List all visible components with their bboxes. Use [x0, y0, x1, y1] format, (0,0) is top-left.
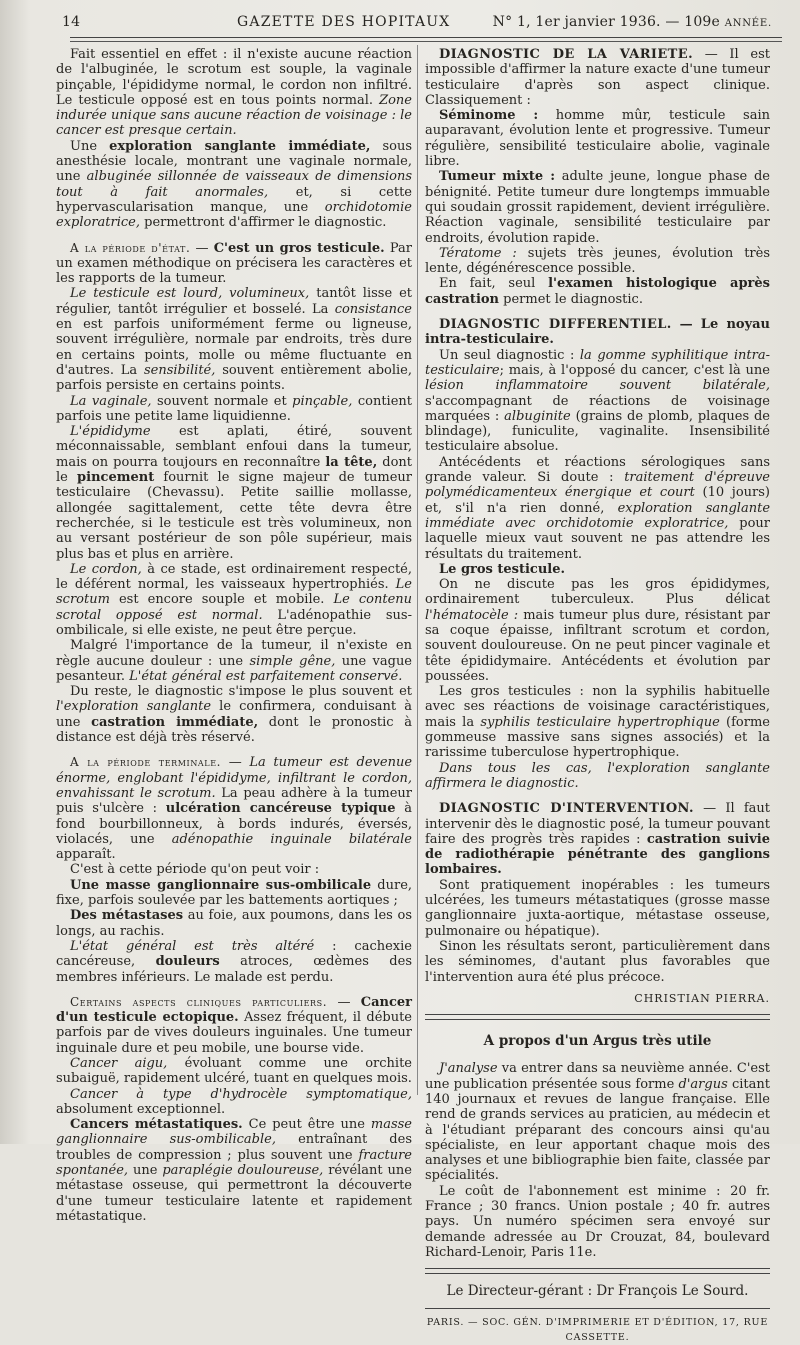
- paragraph: [56, 1087, 412, 1118]
- text: On ne discute pas les gros épididymes, ordinairement tuberculeux. Plus délicat: [425, 577, 770, 608]
- section-period-state: A la période d'état. — C'est un gros testicule. Par un examen méthodique on précisera les caractères et les rapports de la tumeur.: [56, 240, 413, 287]
- text: (forme gommeuse massive sans signes associés) et la rarissime tuberculose hypertrophique.: [425, 714, 770, 761]
- text: Un seul diagnostic :: [439, 347, 575, 363]
- italic-text: J'analyse: [439, 1061, 498, 1077]
- text: pour laquelle mieux vaut souvent ne pas attendre les résultats du traitement.: [425, 515, 770, 562]
- text: est aplati, étiré, souvent méconnaissable, semblant enfoui dans la tumeur, mais on pourra toujours en reconnaître: [56, 424, 412, 470]
- paragraph: [56, 424, 412, 562]
- section-clinical-aspects: Certains aspects cliniques particuliers. — Cancer d'un testicule ectopique. Assez fréquent, il débute parfois par de vives douleurs inguinales. Une tumeur inguinale dure et peu mobile, une bourse vide.: [56, 994, 412, 1056]
- text: Ce peut être une: [248, 1117, 365, 1133]
- text: Assez fréquent, il débute parfois par de vives douleurs inguinales. Une tumeur inguinale dure et peu mobile, une bourse vide.: [56, 1010, 412, 1056]
- paragraph: [56, 908, 412, 939]
- text: Du reste, le diagnostic s'impose le plus souvent et: [70, 684, 412, 700]
- text: tantôt lisse et régulier, tantôt irrégulier et bosselé. La: [56, 286, 412, 317]
- italic-text: sensibilité,: [143, 362, 216, 378]
- text: entraînant des troubles de compression ; plus souvent une: [56, 1132, 412, 1163]
- bold-text: castration immédiate,: [91, 714, 259, 730]
- paragraph: [425, 348, 770, 455]
- text: adulte jeune, longue phase de bénignité. Petite tumeur dure longtemps immuable qui soudain grossit rapidement, devient irrégulière. Réaction vaginale, sensibilité testiculaire par endroits, évolution rapide.: [425, 169, 770, 246]
- text: en est parfois uniformément ferme ou ligneuse, souvent irrégulière, normale par endroits, très dure en certains points, molle ou même fluctuante en d'autres. La: [56, 317, 412, 378]
- right-column: [425, 47, 770, 1345]
- section-diagnostic-variety: [425, 47, 770, 108]
- text: citant 140 journaux et revues de langue française. Elle rend de grands services au praticien, au médecin et à l'étudiant préparant des concours ainsi qu'au spécialiste, en leur apportant chaque mois des analyses et une bibliographie bien faite, classée par spécialités.: [425, 1076, 770, 1184]
- text: à ce stade, est ordinairement respecté, le déférent normal, les vaisseaux hypertrophiés.: [56, 561, 412, 593]
- paragraph: [56, 1056, 412, 1087]
- section-intervention: [425, 801, 770, 877]
- text: ; mais, à l'opposé du cancer, c'est là une: [499, 362, 770, 378]
- section-differential-diagnosis: [425, 317, 770, 348]
- italic-text: Le scrotum: [56, 577, 412, 608]
- header-rule-thin: [70, 41, 782, 42]
- italic-text: l'hématocèle :: [425, 607, 519, 623]
- italic-text: pinçable,: [292, 393, 353, 409]
- text: révélant une métastase osseuse, qui permettront la découverte d'une tumeur testiculaire latente et rapidement métastatique.: [56, 1163, 412, 1224]
- section-title: Certains aspects cliniques particuliers.: [70, 994, 328, 1009]
- paragraph: [56, 47, 412, 139]
- paragraph: [56, 286, 412, 393]
- paragraph: [425, 684, 770, 760]
- italic-text: L'épididyme: [70, 424, 151, 440]
- bold-text: pincement: [77, 470, 155, 486]
- paragraph: Le coût de l'abonnement est minime : 20 fr. France ; 30 francs. Union postale ; 40 fr. autres pays. Un numéro spécimen sera envoyé sur demande adressée au Dr Crouzat, 84, boulevard Richard-Lenoir, Paris 11e.: [425, 1183, 770, 1260]
- paragraph: Sont pratiquement inopérables : les tumeurs ulcérées, les tumeurs métastatiques (grosse masse ganglionnaire juxta-aortique, métastase osseuse, pulmonaire ou hépatique).: [425, 877, 770, 939]
- text: une: [132, 1163, 158, 1179]
- text: Malgré l'importance de la tumeur, il n'existe en règle aucune douleur : une: [56, 638, 412, 669]
- italic-text: traitement d'épreuve polymédicamenteux énergique et court: [425, 470, 770, 501]
- italic-text: syphilis testiculaire hypertrophique: [480, 714, 720, 730]
- text: évoluant comme une orchite subaiguë, rapidement ulcéré, tuant en quelques mois.: [56, 1056, 412, 1087]
- paragraph: [425, 577, 770, 684]
- italic-text: Le cordon,: [70, 561, 142, 577]
- director-line: Le Directeur-gérant : Dr François Le Sourd.: [446, 1283, 749, 1300]
- text: En fait, seul: [439, 276, 536, 292]
- section-title: DIAGNOSTIC DE LA VARIETE.: [439, 47, 693, 62]
- paragraph: [56, 638, 412, 684]
- italic-text: Tératome :: [439, 245, 517, 261]
- text: mais tumeur plus dure, résistant par sa coque épaisse, infiltrant scrotum et cordon, souvent douloureuse. On ne peut pincer vaginale et tête épididymaire. Antécédents et évolution par poussées.: [425, 607, 771, 684]
- text: permet le diagnostic.: [503, 291, 643, 307]
- text: et, si cette hypervascularisation manque, une: [56, 184, 412, 215]
- text: le confirmera, conduisant à une: [56, 699, 412, 730]
- bold-text: Cancers métastatiques.: [70, 1117, 243, 1133]
- text: Antécédents et réactions sérologiques sans grande valeur. Si doute :: [425, 454, 770, 486]
- text: sujets très jeunes, évolution très lente, dégénérescence possible.: [425, 245, 770, 277]
- text: (10 jours) et, s'il n'a rien donné,: [425, 485, 770, 516]
- italic-text: Le testicule est lourd, volumineux,: [70, 286, 310, 302]
- paragraph: Sinon les résultats seront, particulièrement dans les séminomes, d'autant plus favorables que l'intervention aura été plus précoce.: [425, 938, 770, 985]
- section-subtitle: Cancer d'un testicule ectopique.: [56, 994, 412, 1026]
- issue-info: [493, 14, 772, 30]
- bold-text: castration suivie de radiothérapie pénétrante des ganglions lombaires.: [425, 831, 770, 878]
- paragraph: [56, 939, 412, 985]
- journal-title: GAZETTE DES HOPITAUX: [237, 14, 451, 30]
- text: est encore souple et mobile.: [118, 592, 325, 608]
- italic-text: Cancer aigu,: [70, 1056, 168, 1071]
- italic-text: l'exploration sanglante: [56, 699, 212, 715]
- paragraph: [56, 684, 412, 745]
- text: permettront d'affirmer le diagnostic.: [144, 215, 387, 231]
- italic-text: La vaginale,: [70, 393, 152, 409]
- text: (grains de plomb, plaques de blindage), funiculite, vaginalite. Insensibilité testiculaire absolue.: [425, 408, 771, 455]
- text: Les gros testicules : non la syphilis habituelle avec ses réactions de voisinage caractéristiques, mais la: [425, 684, 770, 730]
- section-title: A la période terminale.: [70, 755, 222, 770]
- text: La peau adhère à la tumeur puis s'ulcère :: [56, 785, 413, 817]
- paragraph: [425, 169, 770, 245]
- italic-text: Zone indurée unique sans aucune réaction de voisinage : le cancer est presque certain.: [56, 92, 412, 139]
- bold-text: Tumeur mixte :: [439, 169, 555, 185]
- bold-text: exploration sanglante immédiate,: [109, 138, 371, 154]
- italic-text: La tumeur est devenue énorme, englobant l'épididyme, infiltrant le cordon, envahissant le scrotum.: [56, 755, 413, 801]
- italic-text: lésion inflammatoire souvent bilatérale,: [425, 378, 770, 394]
- footer-rule: [425, 1268, 770, 1274]
- text: dure, fixe, parfois soulevée par les battements aortiques ;: [56, 877, 413, 909]
- text: apparaît.: [56, 847, 116, 863]
- italic-text: d'argus: [678, 1076, 728, 1092]
- text: — Il faut intervenir dès le diagnostic posé, la tumeur pouvant faire des progrès très rapides :: [425, 801, 771, 847]
- paragraph: [56, 1117, 412, 1224]
- text: homme mûr, testicule sain auparavant, évolution lente et progressive. Tumeur régulière, sensibilité testiculaire abolie, vaginale libre.: [425, 108, 770, 170]
- paragraph: [425, 276, 770, 307]
- printer-line: PARIS. — SOC. GÉN. D'IMPRIMERIE ET D'ÉDITION, 17, RUE CASSETTE.: [426, 1316, 769, 1343]
- text: absolument exceptionnel.: [56, 1101, 226, 1117]
- argus-title: A propos d'un Argus très utile: [483, 1033, 712, 1050]
- text: atroces, œdèmes des membres inférieurs. Le malade est perdu.: [56, 954, 412, 985]
- section-rule: [425, 1014, 770, 1020]
- italic-text: Cancer à type d'hydrocèle symptomatique,: [70, 1086, 412, 1102]
- italic-text: Dans tous les cas, l'exploration sanglante affirmera le diagnostic.: [425, 760, 770, 791]
- left-column: [56, 47, 412, 1224]
- text: souvent entièrement abolie, parfois persiste en certains points.: [56, 362, 412, 394]
- italic-text: exploration sanglante immédiate avec orchidotomie exploratrice,: [425, 500, 771, 531]
- bold-text: Une masse ganglionnaire sus-ombilicale: [70, 877, 372, 893]
- header-rule: [70, 37, 782, 38]
- section-period-terminal: A la période terminale. — La tumeur est devenue énorme, englobant l'épididyme, infiltrant le cordon, envahissant le scrotum. La peau adhère à la tumeur puis s'ulcère : ulcération cancéreuse typique à fond bourbillonneux, à bords indurés, éversés, violacés, une adénopathie inguinale bilatérale apparaît.: [56, 755, 413, 863]
- italic-text: orchidotomie exploratrice,: [56, 199, 412, 231]
- italic-text: albuginite: [504, 408, 571, 424]
- bold-text: la tête,: [325, 454, 378, 470]
- section-subtitle: C'est un gros testicule.: [213, 240, 385, 256]
- text: dont le pronostic à distance est déjà très réservé.: [56, 714, 412, 746]
- paragraph: [425, 108, 770, 169]
- text: au foie, aux poumons, dans les os longs, au rachis.: [56, 908, 412, 939]
- paragraph: [425, 761, 770, 792]
- text: fournit le signe majeur de tumeur testiculaire (Chevassu). Petite saillie mollasse, allongée sagittalement, cette tête devra être recherchée, si le testicule est très volumineux, non au versant postérieur de son pôle supérieur, mais plus bas et plus en arrière.: [56, 470, 412, 562]
- paragraph: [425, 246, 770, 277]
- italic-text: L'état général est parfaitement conservé.: [129, 668, 403, 684]
- bold-text: ulcération cancéreuse typique: [165, 801, 396, 817]
- bold-text: douleurs: [155, 954, 220, 970]
- bold-text: Séminome :: [439, 108, 539, 124]
- issue-year-label: ANNÉE.: [724, 18, 772, 29]
- issue-date: N° 1, 1er janvier 1936. — 109e: [492, 14, 721, 30]
- italic-text: consistance: [334, 301, 412, 317]
- section-subtitle: — Le noyau intra-testiculaire.: [425, 317, 771, 348]
- paragraph: C'est à cette période qu'on peut voir :: [70, 862, 320, 878]
- text: Une: [70, 138, 98, 154]
- text: souvent normale et: [157, 393, 287, 409]
- paragraph: [56, 139, 412, 231]
- page-header: [62, 14, 786, 36]
- text: à fond bourbillonneux, à bords indurés, éversés, violacés, une: [56, 801, 412, 847]
- author-signature: CHRISTIAN PIERRA.: [634, 991, 770, 1005]
- column-divider: [417, 45, 418, 1095]
- text: L'adénopathie sus-ombilicale, si elle existe, ne peut être perçue.: [56, 607, 412, 638]
- text: sous anesthésie locale, montrant une vaginale normale, une: [56, 138, 412, 185]
- bold-text: Le gros testicule.: [439, 561, 566, 577]
- paragraph: [56, 562, 412, 638]
- text: va entrer dans sa neuvième année. C'est une publication présentée sous forme: [425, 1061, 770, 1092]
- section-title: DIAGNOSTIC DIFFERENTIEL.: [439, 317, 672, 333]
- text: dont le: [56, 454, 412, 486]
- italic-text: adénopathie inguinale bilatérale: [171, 831, 412, 847]
- text: contient parfois une petite lame liquidienne.: [56, 393, 412, 424]
- paragraph: [56, 878, 412, 909]
- italic-text: masse ganglionnaire sus-ombilicable,: [56, 1117, 412, 1148]
- paragraph: [56, 394, 412, 425]
- paragraph: [425, 455, 770, 562]
- text: s'accompagnant de réactions de voisinage marquées :: [425, 393, 770, 424]
- italic-text: L'état général est très altéré: [70, 938, 315, 954]
- bold-text: l'examen histologique après castration: [425, 276, 770, 307]
- text: : cachexie cancéreuse,: [56, 938, 412, 970]
- text: Par un examen méthodique on précisera les caractères et les rapports de la tumeur.: [56, 240, 413, 287]
- italic-text: simple gêne,: [249, 653, 336, 669]
- subsection-title: [425, 562, 770, 577]
- page-number: 14: [62, 14, 81, 30]
- italic-text: Le contenu scrotal opposé est normal.: [56, 592, 413, 623]
- section-title: A la période d'état.: [70, 240, 191, 255]
- text: une vague pesanteur.: [56, 653, 413, 684]
- italic-text: la gomme syphilitique intra-testiculaire: [425, 347, 770, 378]
- paragraph: [425, 1061, 770, 1183]
- section-title: DIAGNOSTIC D'INTERVENTION.: [439, 801, 694, 817]
- italic-text: fracture spontanée,: [56, 1147, 412, 1179]
- text: — Il est impossible d'affirmer la nature exacte d'une tumeur testiculaire d'après son aspect clinique. Classiquement :: [425, 47, 770, 108]
- bold-text: Des métastases: [70, 908, 184, 924]
- italic-text: albuginée sillonnée de vaisseaux de dimensions tout à fait anormales,: [56, 169, 413, 200]
- italic-text: paraplégie douloureuse,: [162, 1163, 324, 1179]
- printer-rule: [425, 1308, 770, 1309]
- text: Fait essentiel en effet : il n'existe aucune réaction de l'albuginée, le scrotum est souple, la vaginale pinçable, l'épididyme normal, le cordon non infiltré. Le testicule opposé est en tous points normal.: [56, 47, 412, 108]
